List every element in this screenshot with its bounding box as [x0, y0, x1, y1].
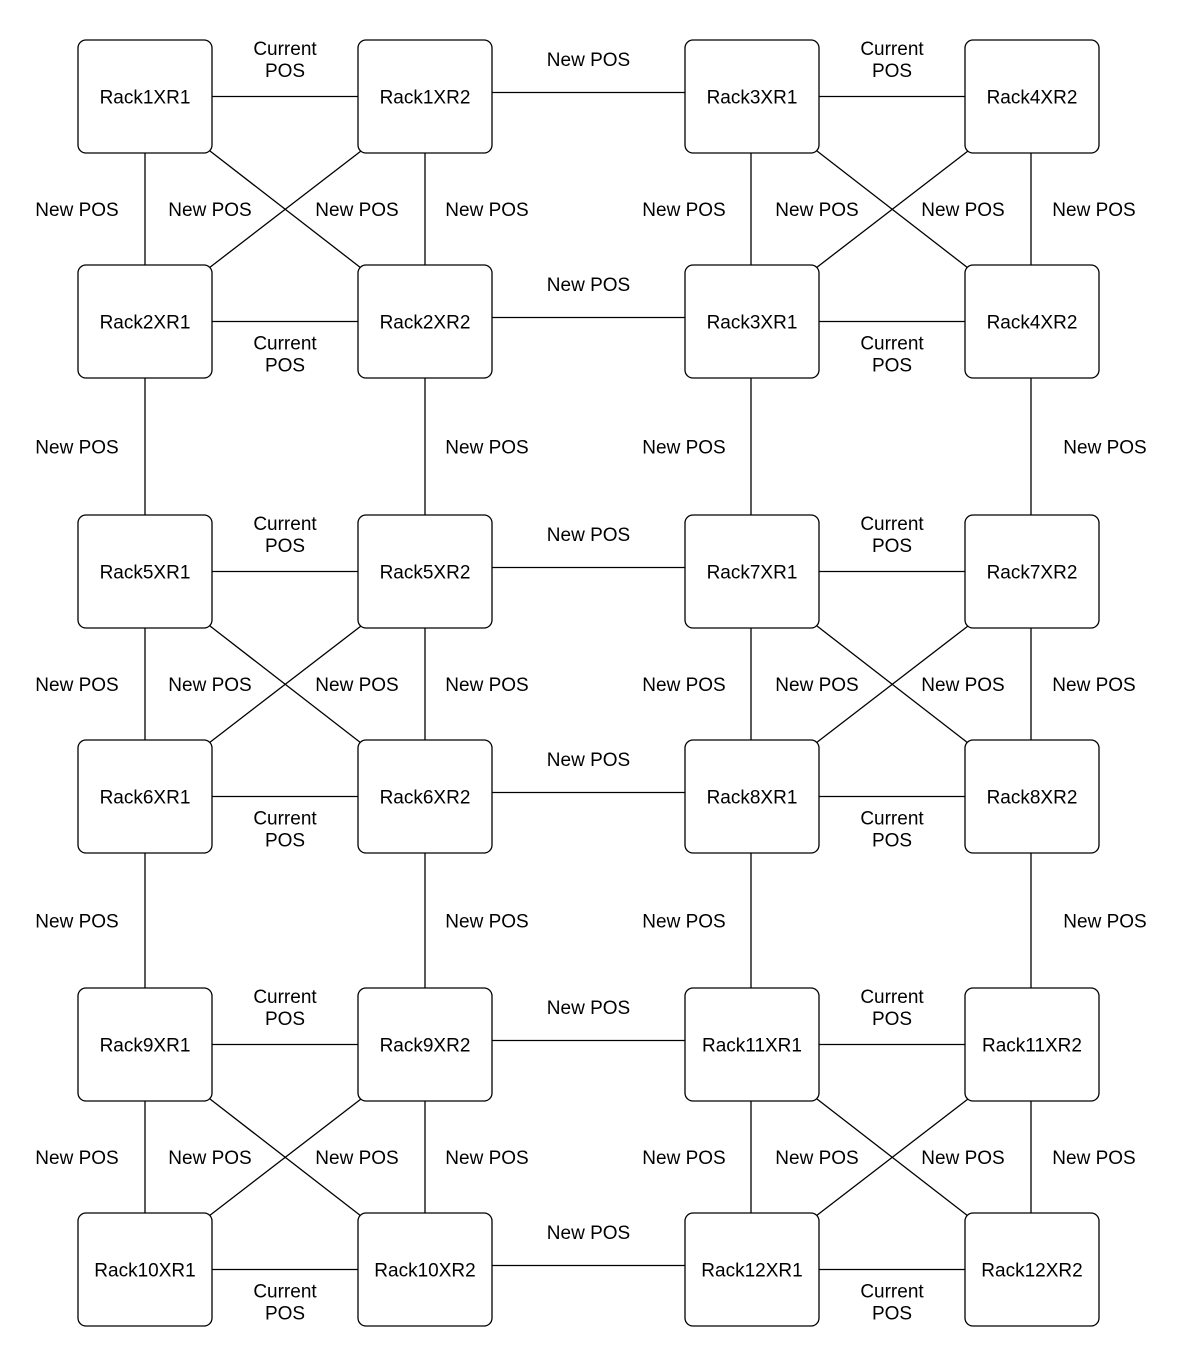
edge-label: New POS [315, 200, 399, 221]
edge-label: New POS [546, 750, 631, 771]
edge-label: New POS [921, 1148, 1005, 1169]
node-label: Rack6XR2 [379, 787, 471, 809]
node-label: Rack8XR1 [706, 787, 798, 809]
node-rack2xr1[interactable] [78, 265, 212, 378]
node-label: Rack8XR2 [986, 787, 1078, 809]
edge-label: New POS [775, 1148, 859, 1169]
edge-label: Current POS [860, 808, 924, 852]
node-label: Rack7XR2 [986, 562, 1078, 584]
edge-label: New POS [546, 1223, 631, 1244]
edge-label: Current POS [860, 1281, 924, 1325]
edge-label: New POS [35, 1148, 119, 1169]
edge-label: New POS [921, 200, 1005, 221]
edge-label: New POS [642, 911, 726, 933]
node-rack6xr2[interactable] [358, 740, 492, 853]
edges-layer [145, 93, 1031, 1270]
node-label: Rack10XR1 [94, 1260, 196, 1282]
node-rack4xr2[interactable] [965, 40, 1099, 153]
node-label: Rack1XR1 [99, 87, 191, 109]
node-label: Rack3XR1 [706, 312, 798, 334]
edge-label: New POS [445, 675, 529, 696]
edge-label: New POS [315, 675, 399, 696]
edge-label: New POS [35, 911, 119, 933]
edge-label: Current POS [253, 514, 317, 557]
edge-label: Current POS [860, 39, 924, 82]
node-rack3xr1[interactable] [685, 265, 819, 378]
edge-label: New POS [168, 675, 252, 696]
edge-label: Current POS [253, 39, 317, 82]
node-label: Rack2XR1 [99, 312, 191, 334]
edge-label: New POS [546, 50, 631, 71]
edge-label: Current POS [860, 987, 924, 1030]
node-label: Rack6XR1 [99, 787, 191, 809]
node-label: Rack4XR2 [986, 87, 1078, 109]
node-rack11xr1[interactable] [685, 988, 819, 1101]
edge-label: New POS [445, 1148, 529, 1169]
edge-label: New POS [642, 437, 726, 459]
node-label: Rack9XR2 [379, 1035, 471, 1057]
edge-label: New POS [1052, 675, 1136, 696]
edge-label: Current POS [860, 333, 924, 377]
node-rack9xr2[interactable] [358, 988, 492, 1101]
node-rack5xr1[interactable] [78, 515, 212, 628]
node-rack2xr2[interactable] [358, 265, 492, 378]
edge-label: New POS [445, 911, 529, 933]
edge-label: Current POS [253, 1281, 317, 1325]
edge-label: New POS [642, 1148, 726, 1169]
edge-label: New POS [775, 675, 859, 696]
edge-label: Current POS [253, 808, 317, 852]
node-rack1xr2[interactable] [358, 40, 492, 153]
edge-label: New POS [775, 200, 859, 221]
node-label: Rack9XR1 [99, 1035, 191, 1057]
node-label: Rack5XR1 [99, 562, 191, 584]
edge-label: New POS [546, 275, 631, 296]
node-label: Rack10XR2 [374, 1260, 476, 1282]
node-label: Rack12XR2 [981, 1260, 1083, 1282]
node-rack4xr2[interactable] [965, 265, 1099, 378]
edge-label: Current POS [860, 514, 924, 557]
edge-label: Current POS [253, 987, 317, 1030]
node-label: Rack12XR1 [701, 1260, 803, 1282]
node-label: Rack5XR2 [379, 562, 471, 584]
node-label: Rack2XR2 [379, 312, 471, 334]
node-rack12xr1[interactable] [685, 1213, 819, 1326]
node-rack9xr1[interactable] [78, 988, 212, 1101]
edge-label: New POS [35, 200, 119, 221]
edge-label: New POS [168, 200, 252, 221]
node-rack5xr2[interactable] [358, 515, 492, 628]
node-rack3xr1[interactable] [685, 40, 819, 153]
node-label: Rack3XR1 [706, 87, 798, 109]
edge-label: New POS [1063, 911, 1147, 933]
node-rack10xr2[interactable] [358, 1213, 492, 1326]
edge-label: New POS [546, 998, 631, 1019]
node-rack10xr1[interactable] [78, 1213, 212, 1326]
node-rack7xr1[interactable] [685, 515, 819, 628]
node-rack8xr1[interactable] [685, 740, 819, 853]
node-rack1xr1[interactable] [78, 40, 212, 153]
edge-labels-layer [35, 39, 1146, 1325]
edge-label: New POS [315, 1148, 399, 1169]
edge-label: New POS [168, 1148, 252, 1169]
edge-label: New POS [1052, 1148, 1136, 1169]
node-label: Rack11XR1 [702, 1035, 802, 1057]
edge-label: New POS [642, 675, 726, 696]
node-label: Rack1XR2 [379, 87, 471, 109]
edge-label: New POS [1052, 200, 1136, 221]
edge-label: New POS [642, 200, 726, 221]
node-label: Rack7XR1 [706, 562, 798, 584]
edge-label: New POS [445, 200, 529, 221]
node-label: Rack4XR2 [986, 312, 1078, 334]
node-rack7xr2[interactable] [965, 515, 1099, 628]
node-rack12xr2[interactable] [965, 1213, 1099, 1326]
edge-label: New POS [445, 437, 529, 459]
edge-label: New POS [35, 675, 119, 696]
node-rack11xr2[interactable] [965, 988, 1099, 1101]
edge-label: New POS [1063, 437, 1147, 459]
node-label: Rack11XR2 [982, 1035, 1082, 1057]
edge-label: Current POS [253, 333, 317, 377]
edge-label: New POS [35, 437, 119, 459]
node-rack8xr2[interactable] [965, 740, 1099, 853]
node-rack6xr1[interactable] [78, 740, 212, 853]
edge-label: New POS [546, 525, 631, 546]
edge-label: New POS [921, 675, 1005, 696]
